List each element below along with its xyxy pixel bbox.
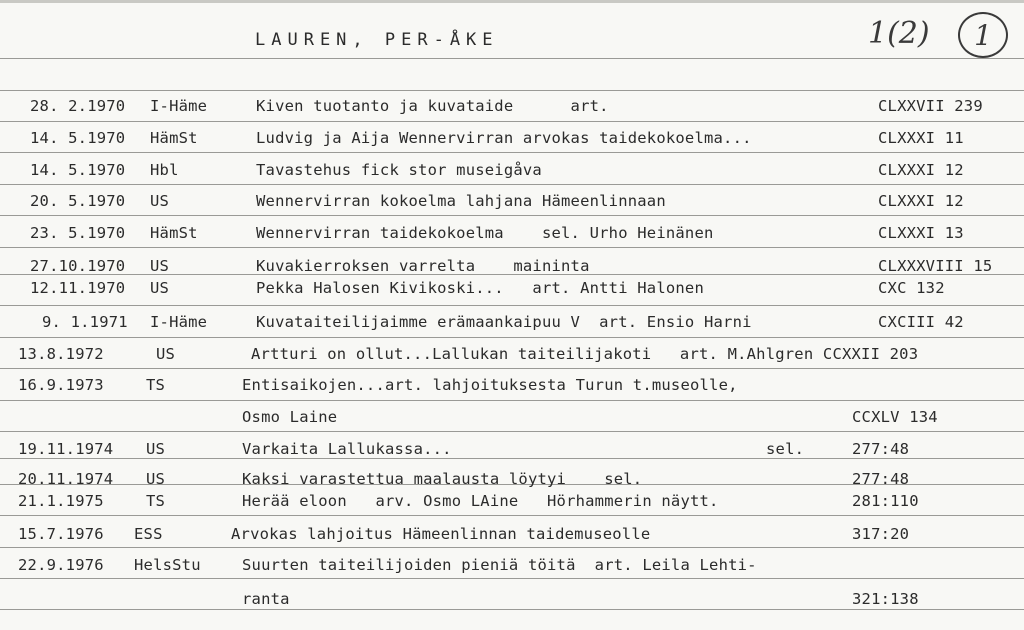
entry-date: 15.7.1976 bbox=[18, 525, 104, 543]
entry-title: Suurten taiteilijoiden pieniä töitä art. Leila Lehti- bbox=[242, 556, 757, 574]
entry-title: Kuvakierroksen varrelta maininta bbox=[256, 257, 590, 275]
entry-source: HelsStu bbox=[134, 556, 201, 574]
ruled-line bbox=[0, 458, 1024, 459]
entry-source: Hbl bbox=[150, 161, 179, 179]
ruled-line bbox=[0, 368, 1024, 369]
ruled-line bbox=[0, 184, 1024, 185]
circled-number: 1 bbox=[974, 18, 992, 52]
entry-source: TS bbox=[146, 376, 166, 394]
entry-ref: CXC 132 bbox=[878, 279, 945, 297]
entry-ref: 321:138 bbox=[852, 590, 919, 608]
entry-title: Entisaikojen...art. lahjoituksesta Turun t.museolle, bbox=[242, 376, 738, 394]
entry-date: 12.11.1970 bbox=[30, 279, 126, 297]
ruled-line bbox=[0, 305, 1024, 306]
entry-title: Wennervirran taidekokoelma sel. Urho Heinänen bbox=[256, 224, 714, 242]
entry-ref: CCXLV 134 bbox=[852, 408, 938, 426]
entry-title: Kuvataiteilijaimme erämaankaipuu V art. Ensio Harni bbox=[256, 313, 752, 331]
entry-title: Herää eloon arv. Osmo LAine Hörhammerin näytt. bbox=[242, 492, 719, 510]
entry-source: US bbox=[146, 470, 166, 488]
ruled-line bbox=[0, 90, 1024, 91]
ruled-line bbox=[0, 609, 1024, 610]
entry-source: I-Häme bbox=[150, 97, 208, 115]
entry-ref: 277:48 bbox=[852, 470, 910, 488]
ruled-line bbox=[0, 215, 1024, 216]
ruled-line bbox=[0, 121, 1024, 122]
ruled-line bbox=[0, 152, 1024, 153]
ruled-line bbox=[0, 247, 1024, 248]
entry-source: I-Häme bbox=[150, 313, 208, 331]
page-number-mark: 1(2) bbox=[868, 16, 930, 51]
entry-source: ESS bbox=[134, 525, 163, 543]
entry-ref: 317:20 bbox=[852, 525, 910, 543]
entry-source: US bbox=[146, 440, 166, 458]
entry-title: Pekka Halosen Kivikoski... art. Antti Halonen bbox=[256, 279, 704, 297]
entry-source: US bbox=[156, 345, 176, 363]
ruled-line bbox=[0, 578, 1024, 579]
entry-date: 27.10.1970 bbox=[30, 257, 126, 275]
ruled-line bbox=[0, 515, 1024, 516]
entry-date: 9. 1.1971 bbox=[42, 313, 128, 331]
entry-ref: CLXXXI 13 bbox=[878, 224, 964, 242]
entry-title: Ludvig ja Aija Wennervirran arvokas taidekokoelma... bbox=[256, 129, 752, 147]
ruled-line bbox=[0, 431, 1024, 432]
entry-source: US bbox=[150, 257, 170, 275]
entry-date: 13.8.1972 bbox=[18, 345, 104, 363]
entry-title: Kiven tuotanto ja kuvataide art. bbox=[256, 97, 609, 115]
entry-date: 16.9.1973 bbox=[18, 376, 104, 394]
entry-date: 23. 5.1970 bbox=[30, 224, 126, 242]
ruled-line bbox=[0, 58, 1024, 59]
entry-date: 22.9.1976 bbox=[18, 556, 104, 574]
ruled-line bbox=[0, 337, 1024, 338]
entry-source: US bbox=[150, 279, 170, 297]
entry-title: Wennervirran kokoelma lahjana Hämeenlinnaan bbox=[256, 192, 666, 210]
entry-ref: 281:110 bbox=[852, 492, 919, 510]
entry-source: HämSt bbox=[150, 129, 198, 147]
card-title: LAUREN, PER-ÅKE bbox=[255, 30, 499, 50]
entry-title: Osmo Laine bbox=[242, 408, 338, 426]
entry-title: Kaksi varastettua maalausta löytyi sel. bbox=[242, 470, 643, 488]
ruled-line bbox=[0, 400, 1024, 401]
entry-title: Arvokas lahjoitus Hämeenlinnan taidemuseolle bbox=[231, 525, 651, 543]
ruled-line bbox=[0, 547, 1024, 548]
entry-ref: CLXXXI 12 bbox=[878, 192, 964, 210]
entry-note: sel. bbox=[766, 440, 805, 458]
entry-ref: CLXXXVIII 15 bbox=[878, 257, 993, 275]
entry-ref: CXCIII 42 bbox=[878, 313, 964, 331]
entry-source: US bbox=[150, 192, 170, 210]
entry-title: ranta bbox=[242, 590, 290, 608]
entry-title: Varkaita Lallukassa... bbox=[242, 440, 452, 458]
entry-ref: CLXXXI 11 bbox=[878, 129, 964, 147]
entry-title: Artturi on ollut...Lallukan taiteilijakoti art. M.Ahlgren CCXXII 203 bbox=[251, 345, 919, 363]
entry-ref: 277:48 bbox=[852, 440, 910, 458]
entry-date: 20.11.1974 bbox=[18, 470, 114, 488]
entry-date: 20. 5.1970 bbox=[30, 192, 126, 210]
entry-date: 21.1.1975 bbox=[18, 492, 104, 510]
entry-date: 19.11.1974 bbox=[18, 440, 114, 458]
entry-source: HämSt bbox=[150, 224, 198, 242]
card-top-edge bbox=[0, 0, 1024, 3]
entry-ref: CLXXVII 239 bbox=[878, 97, 983, 115]
entry-source: TS bbox=[146, 492, 166, 510]
entry-date: 28. 2.1970 bbox=[30, 97, 126, 115]
entry-date: 14. 5.1970 bbox=[30, 161, 126, 179]
entry-date: 14. 5.1970 bbox=[30, 129, 126, 147]
entry-title: Tavastehus fick stor museigåva bbox=[256, 161, 542, 179]
entry-ref: CLXXXI 12 bbox=[878, 161, 964, 179]
circled-number-mark bbox=[958, 12, 1008, 58]
